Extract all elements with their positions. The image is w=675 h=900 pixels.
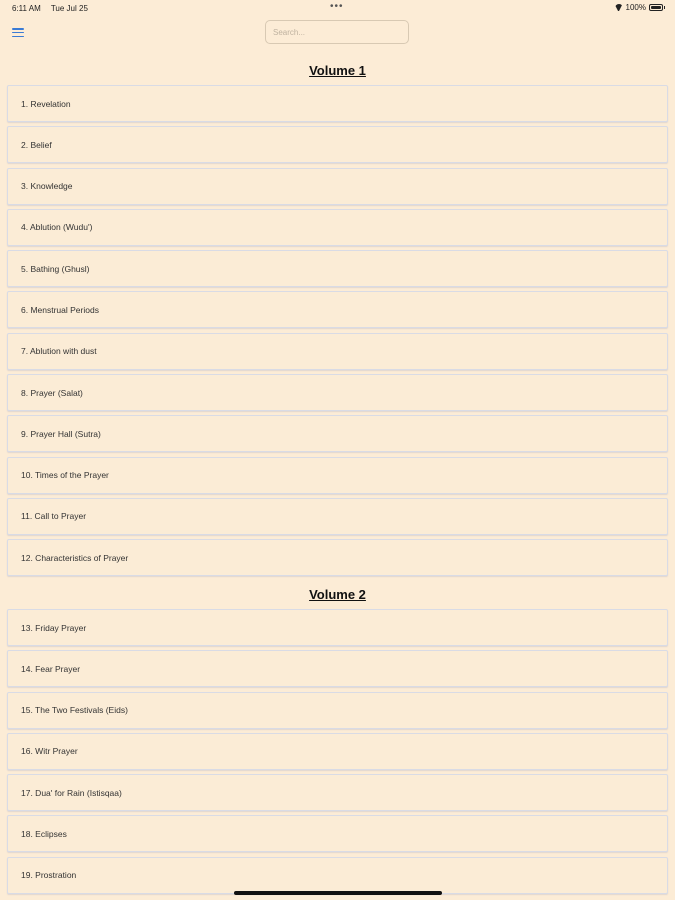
status-time: 6:11 AM xyxy=(12,4,41,13)
volume-1-chapter-list xyxy=(7,85,668,581)
status-left xyxy=(12,4,96,13)
chapter-item[interactable]: 1. Revelation xyxy=(7,85,668,122)
home-indicator[interactable] xyxy=(234,891,442,895)
chapter-item[interactable]: 17. Dua' for Rain (Istisqaa) xyxy=(7,774,668,811)
chapter-item[interactable]: 14. Fear Prayer xyxy=(7,650,668,687)
chapter-item[interactable]: 18. Eclipses xyxy=(7,815,668,852)
navigation-bar xyxy=(0,16,675,50)
chapter-item[interactable]: 12. Characteristics of Prayer xyxy=(7,539,668,576)
battery-icon xyxy=(649,4,663,11)
chapter-item[interactable]: 13. Friday Prayer xyxy=(7,609,668,646)
volume-2-title: Volume 2 xyxy=(309,587,366,602)
chapter-item[interactable]: 19. Prostration xyxy=(7,857,668,894)
volume-2-chapter-list xyxy=(7,609,668,898)
chapter-item[interactable]: 9. Prayer Hall (Sutra) xyxy=(7,415,668,452)
wifi-icon xyxy=(615,4,623,11)
chapter-item[interactable]: 11. Call to Prayer xyxy=(7,498,668,535)
chapter-item[interactable]: 2. Belief xyxy=(7,126,668,163)
status-right xyxy=(615,3,663,12)
status-date: Tue Jul 25 xyxy=(50,4,88,13)
chapter-item[interactable]: 3. Knowledge xyxy=(7,168,668,205)
chapter-item[interactable]: 16. Witr Prayer xyxy=(7,733,668,770)
chapter-item[interactable]: 5. Bathing (Ghusl) xyxy=(7,250,668,287)
status-bar xyxy=(0,0,675,16)
chapter-item[interactable]: 7. Ablution with dust xyxy=(7,333,668,370)
chapter-item[interactable]: 8. Prayer (Salat) xyxy=(7,374,668,411)
hamburger-menu-icon[interactable] xyxy=(12,28,24,37)
search-input[interactable] xyxy=(265,20,409,44)
volume-1-title: Volume 1 xyxy=(309,63,366,78)
chapter-item[interactable]: 15. The Two Festivals (Eids) xyxy=(7,692,668,729)
chapter-item[interactable]: 6. Menstrual Periods xyxy=(7,291,668,328)
battery-percentage: 100% xyxy=(625,3,646,12)
multitasking-dots[interactable]: ••• xyxy=(330,1,344,12)
chapter-item[interactable]: 10. Times of the Prayer xyxy=(7,457,668,494)
chapter-item[interactable]: 4. Ablution (Wudu') xyxy=(7,209,668,246)
